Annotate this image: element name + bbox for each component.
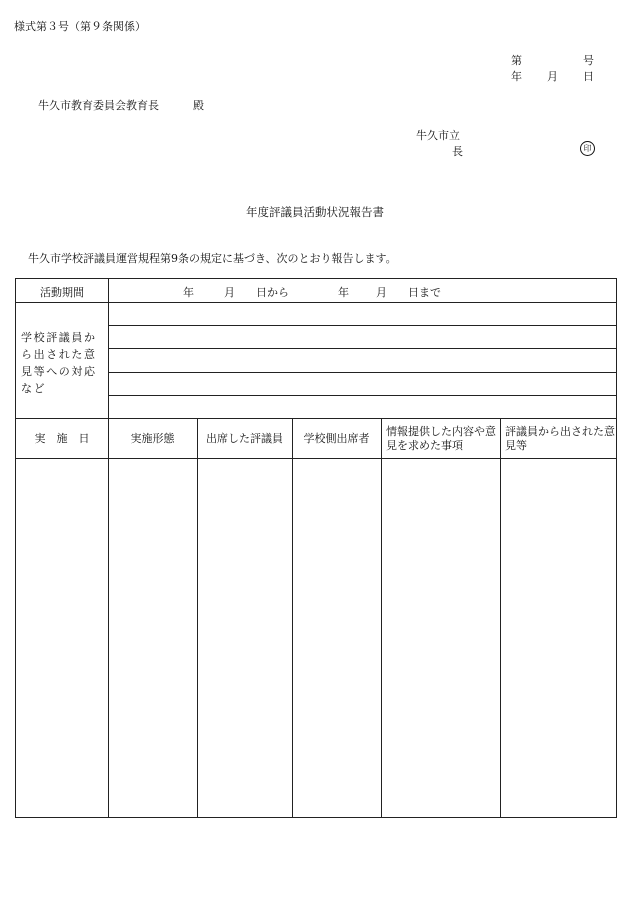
sender-school-prefix: 牛久市立: [416, 129, 460, 142]
period-from-year: 年: [183, 286, 194, 299]
column-divider: [500, 418, 501, 817]
row-divider: [108, 372, 616, 373]
column-header-information-provided: 情報提供した内容や意見を求めた事項: [386, 425, 496, 452]
period-to-month: 月: [376, 286, 387, 299]
activity-period-label: 活動期間: [40, 286, 84, 299]
column-header-attending-councilors: 出席した評議員: [206, 432, 283, 445]
seal-mark-icon: 印: [580, 141, 595, 156]
row-divider: [108, 395, 616, 396]
column-divider: [108, 279, 109, 817]
form-number: 様式第３号（第９条関係）: [14, 20, 146, 33]
row-divider: [108, 325, 616, 326]
column-header-councilor-opinions: 評議員から出された意見等: [505, 425, 615, 452]
period-to-year: 年: [338, 286, 349, 299]
report-table: [15, 278, 617, 818]
column-divider: [197, 418, 198, 817]
date-year-label: 年: [511, 70, 522, 83]
period-from-month: 月: [224, 286, 235, 299]
intro-statement: 牛久市学校評議員運営規程第9条の規定に基づき、次のとおり報告します。: [28, 252, 397, 265]
addressee-name: 牛久市教育委員会教育長: [38, 99, 159, 112]
column-header-school-attendees: 学校側出席者: [303, 432, 370, 445]
date-day-label: 日: [583, 70, 594, 83]
column-divider: [292, 418, 293, 817]
addressee-honorific: 殿: [193, 99, 204, 112]
column-divider: [381, 418, 382, 817]
period-to-day: 日まで: [408, 286, 441, 299]
document-number-unit: 号: [583, 54, 594, 67]
date-month-label: 月: [547, 70, 558, 83]
sender-principal-suffix: 長: [452, 145, 463, 158]
opinions-response-label: 学校評議員から出された意見等への対応など: [21, 331, 97, 395]
row-divider: [108, 348, 616, 349]
document-number-label: 第: [511, 54, 522, 67]
row-divider: [16, 302, 616, 303]
column-header-format: 実施形態: [130, 432, 175, 445]
column-header-date: 実 施 日: [34, 432, 90, 445]
period-from-day: 日から: [256, 286, 289, 299]
document-title: 年度評議員活動状況報告書: [246, 205, 384, 219]
